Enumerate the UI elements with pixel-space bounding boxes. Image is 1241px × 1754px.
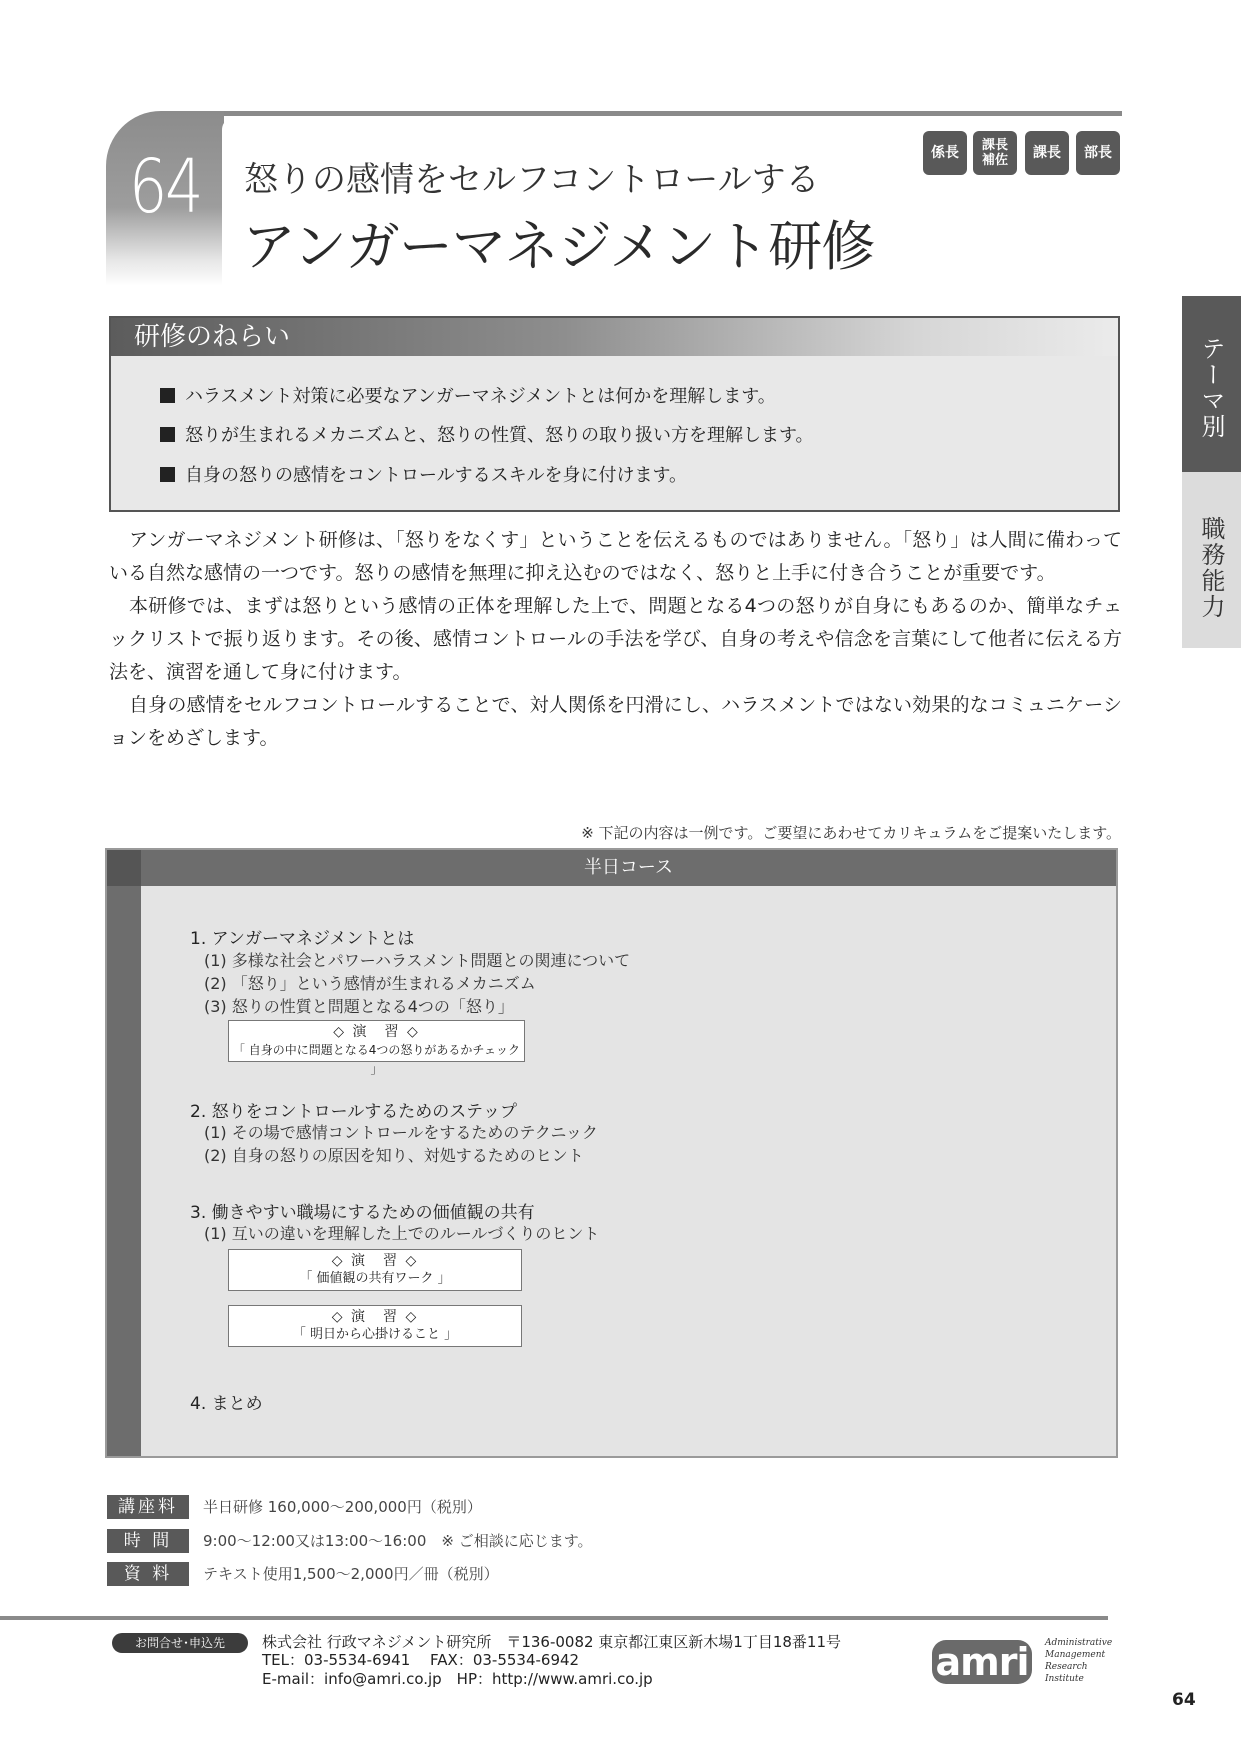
exercise-box bbox=[228, 1305, 522, 1347]
side-tab-job[interactable] bbox=[1182, 472, 1241, 648]
course-section-item: (2) 自身の怒りの原因を知り、対処するためのヒント bbox=[204, 1146, 584, 1165]
exercise-title: ◇ 演 習 ◇ bbox=[331, 1253, 419, 1269]
exercise-box bbox=[228, 1020, 525, 1076]
logo-word: Research bbox=[1045, 1662, 1088, 1672]
exercise-text: 「 明日から心掛けること 」 bbox=[292, 1327, 458, 1342]
materials-value: テキスト使用1,500〜2,000円／冊（税別） bbox=[203, 1565, 499, 1583]
exercise-title: ◇ 演 習 ◇ bbox=[333, 1024, 420, 1040]
target-badge-bucho: 部長 bbox=[1076, 131, 1120, 175]
objective-item: 自身の怒りの感情をコントロールするスキルを身に付けます。 bbox=[160, 461, 687, 487]
footer-rule bbox=[0, 1616, 1108, 1620]
target-badge-kacho: 課長 bbox=[1025, 131, 1069, 175]
side-tab-theme[interactable] bbox=[1182, 296, 1241, 472]
exercise-text: 「 価値観の共有ワーク 」 bbox=[299, 1271, 451, 1286]
course-number: 64 bbox=[128, 144, 202, 230]
course-section-title: 4. まとめ bbox=[190, 1394, 263, 1414]
time-value: 9:00〜12:00又は13:00〜16:00 ※ ご相談に応じます。 bbox=[203, 1532, 593, 1550]
square-bullet-icon bbox=[160, 388, 175, 403]
fee-value: 半日研修 160,000〜200,000円（税別） bbox=[203, 1498, 482, 1516]
course-section-title: 1. アンガーマネジメントとは bbox=[190, 929, 415, 949]
course-left-bar bbox=[107, 850, 141, 1456]
logo-word: Administrative bbox=[1045, 1638, 1113, 1648]
side-tab-theme-label: テーマ別 bbox=[1197, 336, 1225, 440]
course-section-title: 3. 働きやすい職場にするための価値観の共有 bbox=[190, 1203, 535, 1223]
course-section-item: (1) その場で感情コントロールをするためのテクニック bbox=[204, 1123, 598, 1142]
square-bullet-icon bbox=[160, 427, 175, 442]
time-label: 時 間 bbox=[107, 1529, 189, 1553]
side-tab-job-label: 職務能力 bbox=[1197, 516, 1225, 620]
course-section-item: (1) 多様な社会とパワーハラスメント問題との関連について bbox=[204, 951, 631, 970]
course-section-title: 2. 怒りをコントロールするためのステップ bbox=[190, 1102, 517, 1122]
logo-word: Management bbox=[1045, 1650, 1106, 1660]
page-title: アンガーマネジメント研修 bbox=[242, 215, 875, 278]
description-paragraph: 自身の感情をセルフコントロールすることで、対人関係を円滑にし、ハラスメントではない効果的なコミュニケーションをめざします。 bbox=[109, 694, 1122, 749]
header-rule bbox=[222, 111, 1122, 116]
materials-label: 資 料 bbox=[107, 1562, 189, 1586]
course-header-cap bbox=[107, 850, 141, 886]
exercise-box bbox=[228, 1249, 522, 1291]
objective-item: 怒りが生まれるメカニズムと、怒りの性質、怒りの取り扱い方を理解します。 bbox=[160, 421, 814, 447]
description-paragraph: 本研修では、まずは怒りという感情の正体を理解した上で、問題となる4つの怒りが自身にもあるのか、簡単なチェックリストで振り返ります。その後、感情コントロールの手法を学び、自身の考えや信念を言葉にして他者に伝える方法を、演習を通して身に付けます。 bbox=[109, 595, 1122, 683]
course-number-tab-notch bbox=[222, 116, 236, 286]
contact-label: お問合せ･申込先 bbox=[112, 1633, 248, 1653]
contact-address: 株式会社 行政マネジメント研究所 〒136-0082 東京都江東区新木場1丁目18番11号 bbox=[262, 1633, 842, 1651]
course-section-item: (2) 「怒り」という感情が生まれるメカニズム bbox=[204, 974, 536, 993]
course-section-item: (1) 互いの違いを理解した上でのルールづくりのヒント bbox=[204, 1224, 600, 1243]
course-section-item: (3) 怒りの性質と問題となる4つの「怒り」 bbox=[204, 997, 514, 1016]
page-number: 64 bbox=[1172, 1690, 1196, 1710]
objectives-heading: 研修のねらい bbox=[134, 322, 291, 352]
contact-phone: TEL：03-5534-6941 FAX：03-5534-6942 bbox=[262, 1651, 580, 1669]
contact-web: E-mail：info@amri.co.jp HP：http://www.amri.co.jp bbox=[262, 1670, 653, 1688]
curriculum-note: ※ 下記の内容は一例です。ご要望にあわせてカリキュラムをご提案いたします。 bbox=[581, 824, 1121, 842]
amri-logo: amri bbox=[932, 1640, 1032, 1684]
description-paragraph: アンガーマネジメント研修は、「怒りをなくす」ということを伝えるものではありません。「怒り」は人間に備わっている自然な感情の一つです。怒りの感情を無理に抑え込むのではなく、怒りと上手に付き合うことが重要です。 bbox=[109, 529, 1122, 584]
logo-word: Institute bbox=[1045, 1674, 1084, 1684]
fee-label: 講座料 bbox=[107, 1495, 189, 1519]
exercise-text: 「 自身の中に問題となる4つの怒りがあるかチェック 」 bbox=[232, 1043, 521, 1076]
square-bullet-icon bbox=[160, 467, 175, 482]
course-header: 半日コース bbox=[141, 850, 1116, 886]
target-badge-kachohosa: 課長 補佐 bbox=[973, 131, 1017, 175]
objective-item: ハラスメント対策に必要なアンガーマネジメントとは何かを理解します。 bbox=[160, 382, 776, 408]
exercise-title: ◇ 演 習 ◇ bbox=[331, 1309, 419, 1325]
page-subtitle: 怒りの感情をセルフコントロールする bbox=[244, 160, 820, 200]
target-badge-kakaricho: 係長 bbox=[923, 131, 967, 175]
